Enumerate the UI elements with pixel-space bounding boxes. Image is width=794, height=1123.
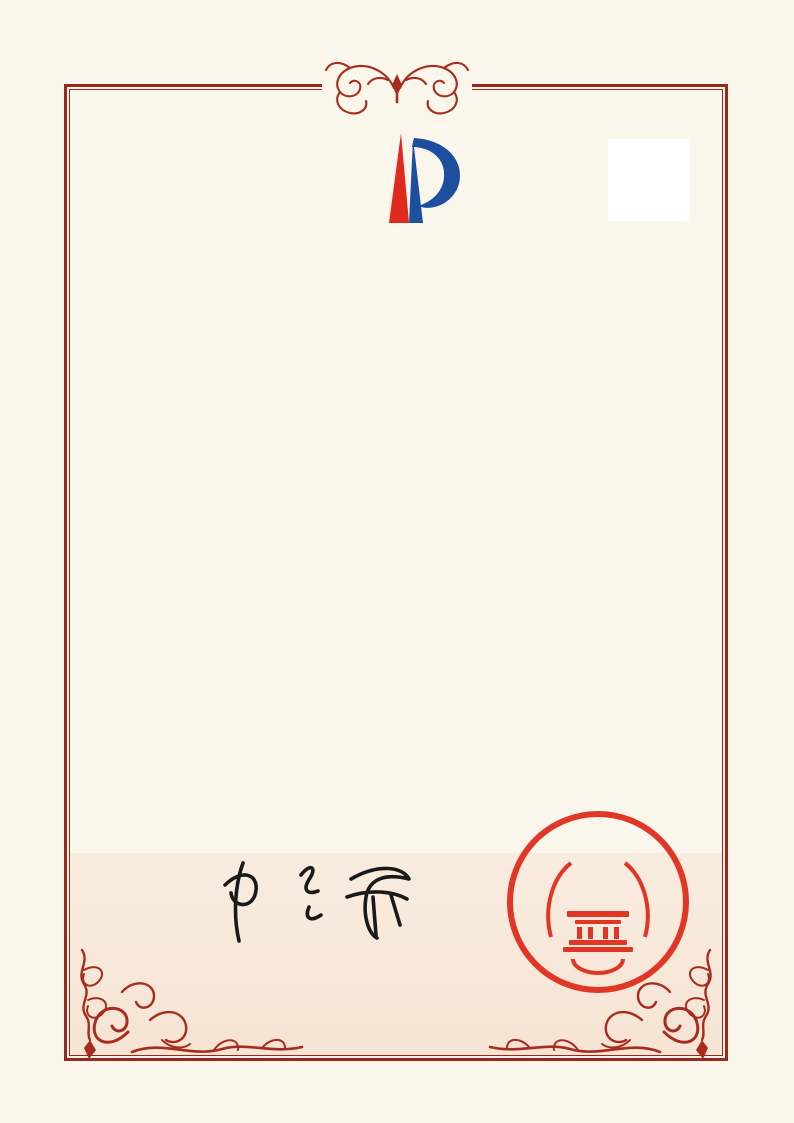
barcode: [103, 812, 355, 835]
signature-icon: [205, 845, 440, 957]
official-seal-icon: [503, 807, 693, 997]
official-seal: [503, 807, 693, 997]
scroll-ornament-icon: [322, 50, 472, 126]
scroll-ornament-icon: [66, 948, 306, 1070]
legal-text: [100, 656, 706, 664]
qr-code: [608, 139, 690, 221]
national-emblem-icon: [548, 863, 648, 973]
corner-ornament-bottom-left: [66, 948, 306, 1070]
qr-code-icon: [608, 139, 690, 221]
ornament-finial: [696, 1040, 708, 1059]
ornament-finial: [84, 1040, 96, 1059]
commissioner-signature: [205, 845, 440, 957]
ornament-finial: [392, 74, 402, 96]
cnipa-logo-icon: [330, 126, 470, 236]
top-center-ornament: [322, 50, 472, 126]
barcode-icon: [103, 812, 355, 835]
cnipa-logo: [330, 126, 470, 236]
